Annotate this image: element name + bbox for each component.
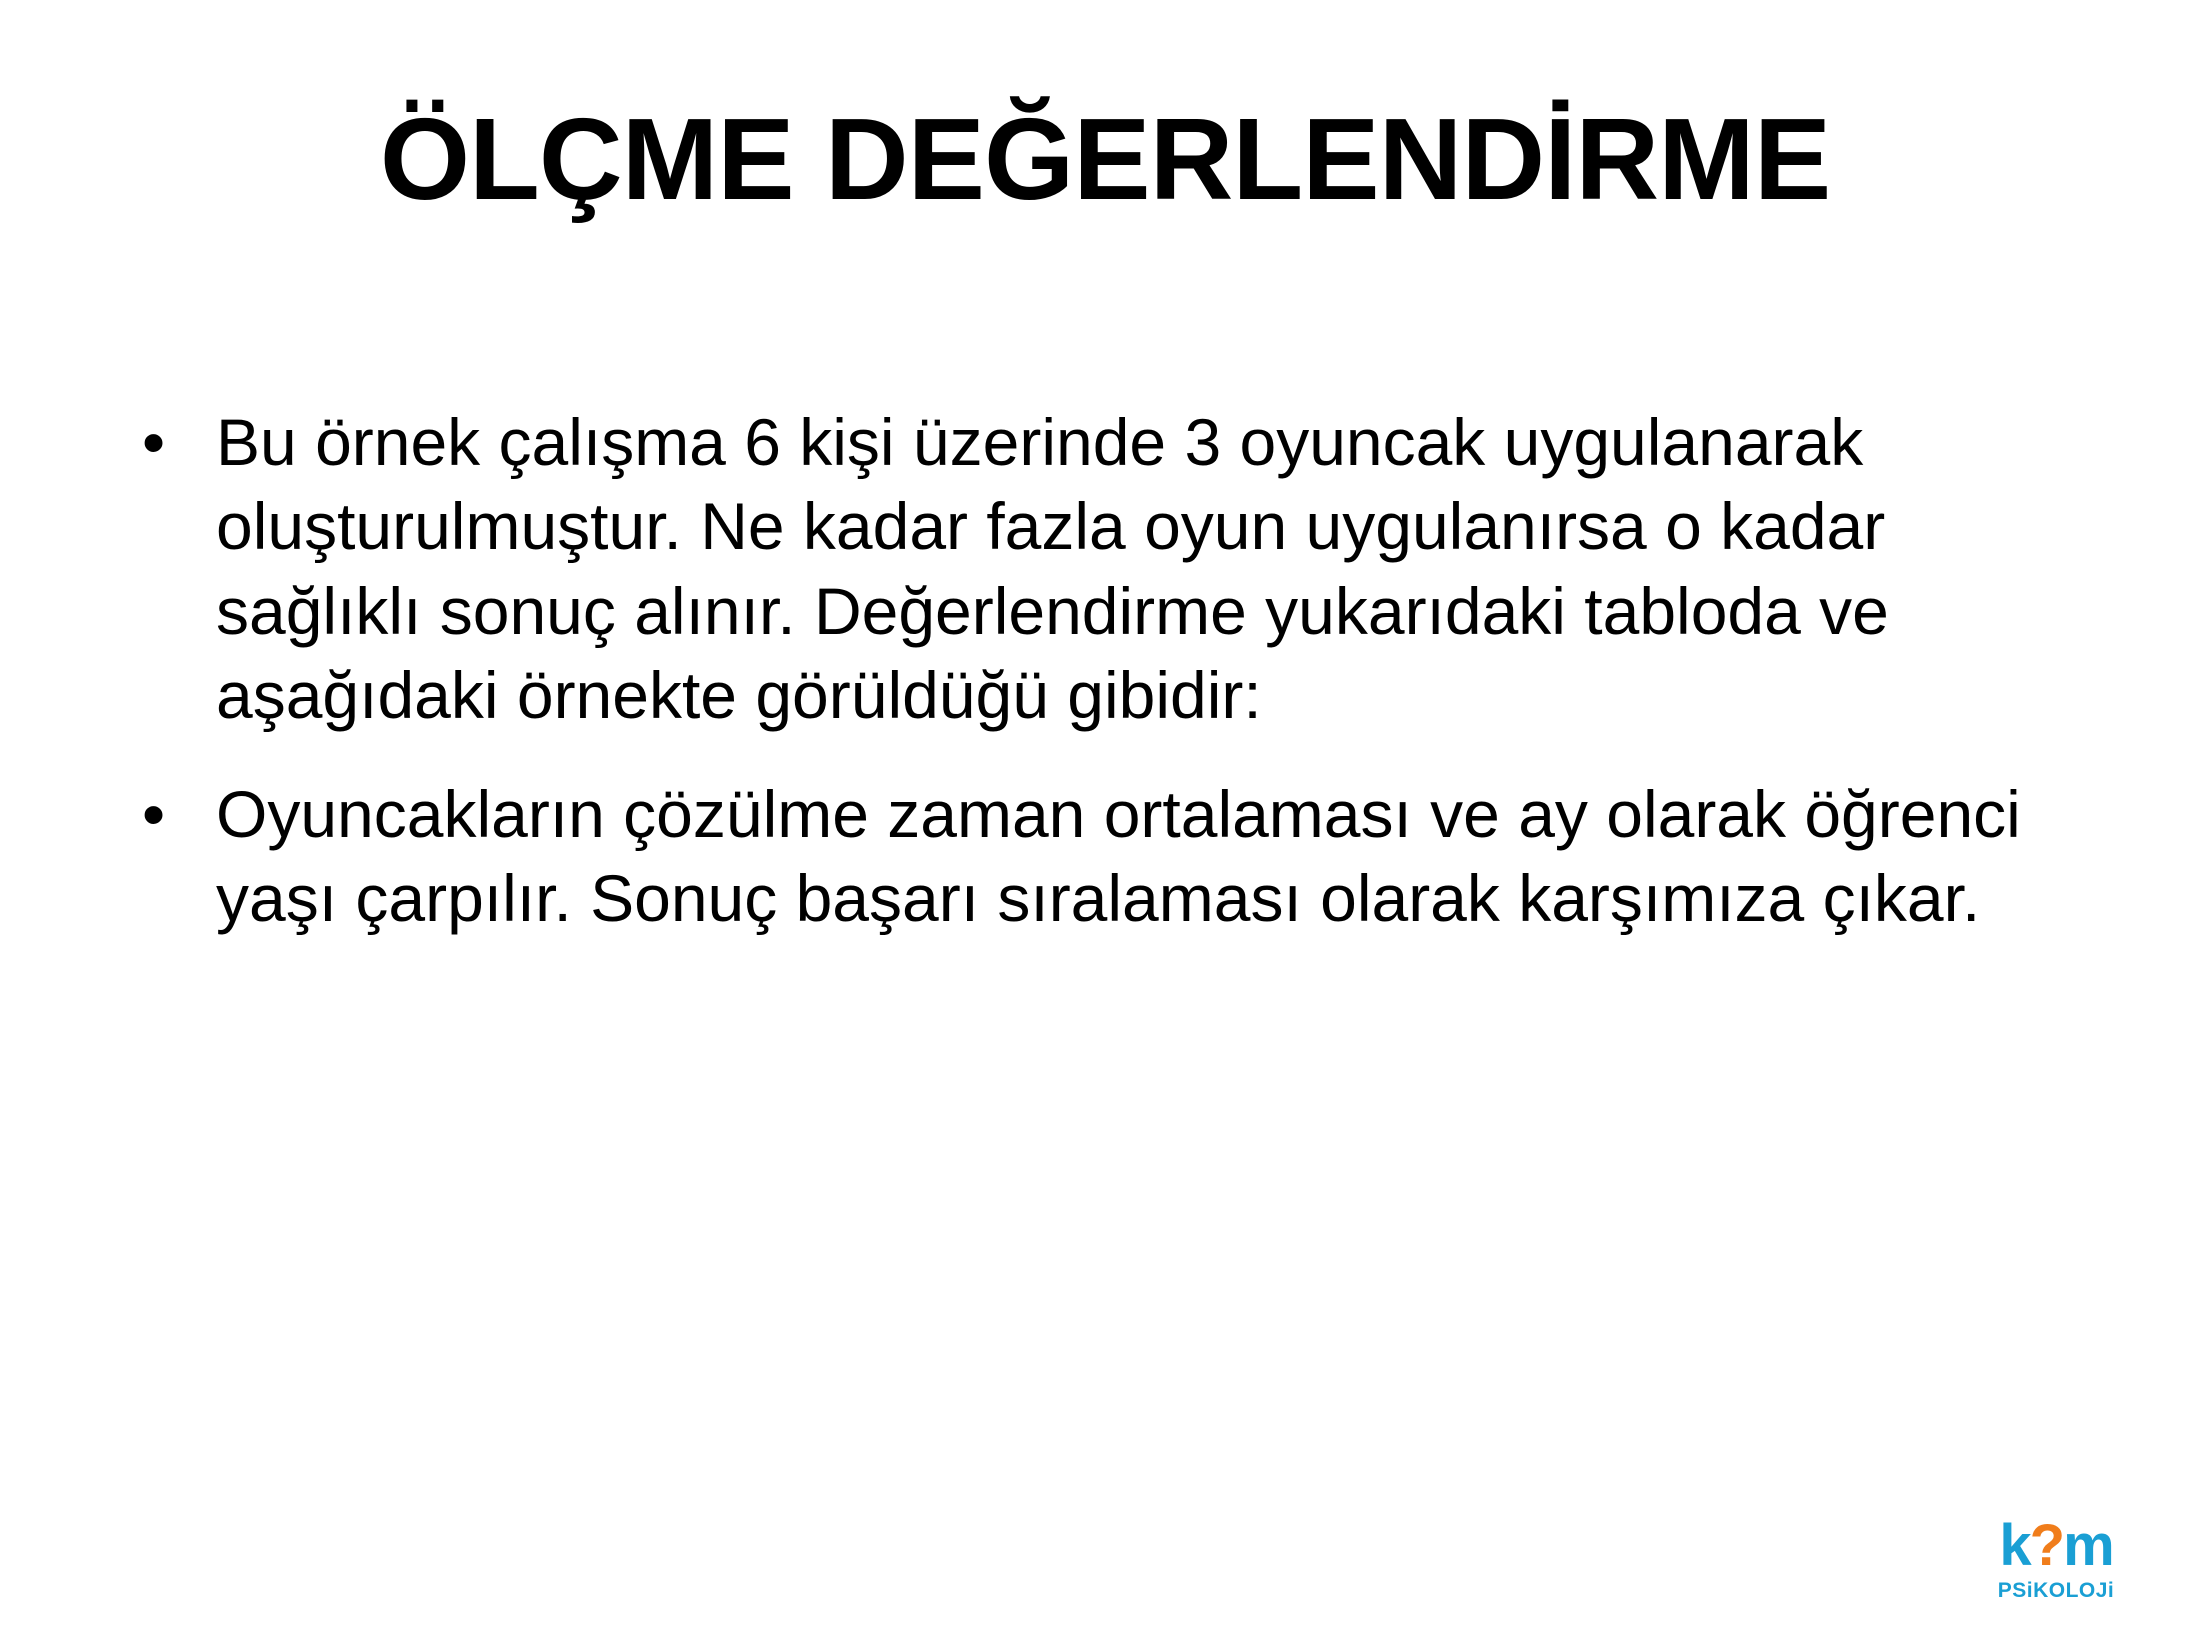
list-item (120, 400, 2090, 738)
logo-mark-prefix: k (1999, 1513, 2030, 1578)
list-item-text: Oyuncakların çözülme zaman ortalaması ve ay olarak öğrenci yaşı çarpılır. Sonuç başarı sıralaması olarak karşımıza çıkar. (216, 776, 2021, 936)
logo-mark-accent: ? (2029, 1513, 2064, 1578)
bullet-dot-icon: • (142, 405, 166, 479)
logo-mark-suffix: m (2063, 1513, 2113, 1578)
logo-mark (1976, 1513, 2136, 1578)
list-item (120, 772, 2090, 941)
list-item-text: Bu örnek çalışma 6 kişi üzerinde 3 oyuncak uygulanarak oluşturulmuştur. Ne kadar fazla oyun uygulanırsa o kadar sağlıklı sonuç alınır. Değerlendirme yukarıdaki tabloda ve aşağıdaki örnekte görüldüğü gibidir: (216, 405, 1889, 733)
logo-subtitle: PSiKOLOJi (1997, 1579, 2115, 1602)
brand-logo (1976, 1513, 2136, 1603)
slide-body (120, 400, 2090, 975)
page-title: ÖLÇME DEĞERLENDİRME (379, 94, 1831, 224)
bullet-list (120, 400, 2090, 941)
bullet-dot-icon: • (142, 776, 166, 851)
